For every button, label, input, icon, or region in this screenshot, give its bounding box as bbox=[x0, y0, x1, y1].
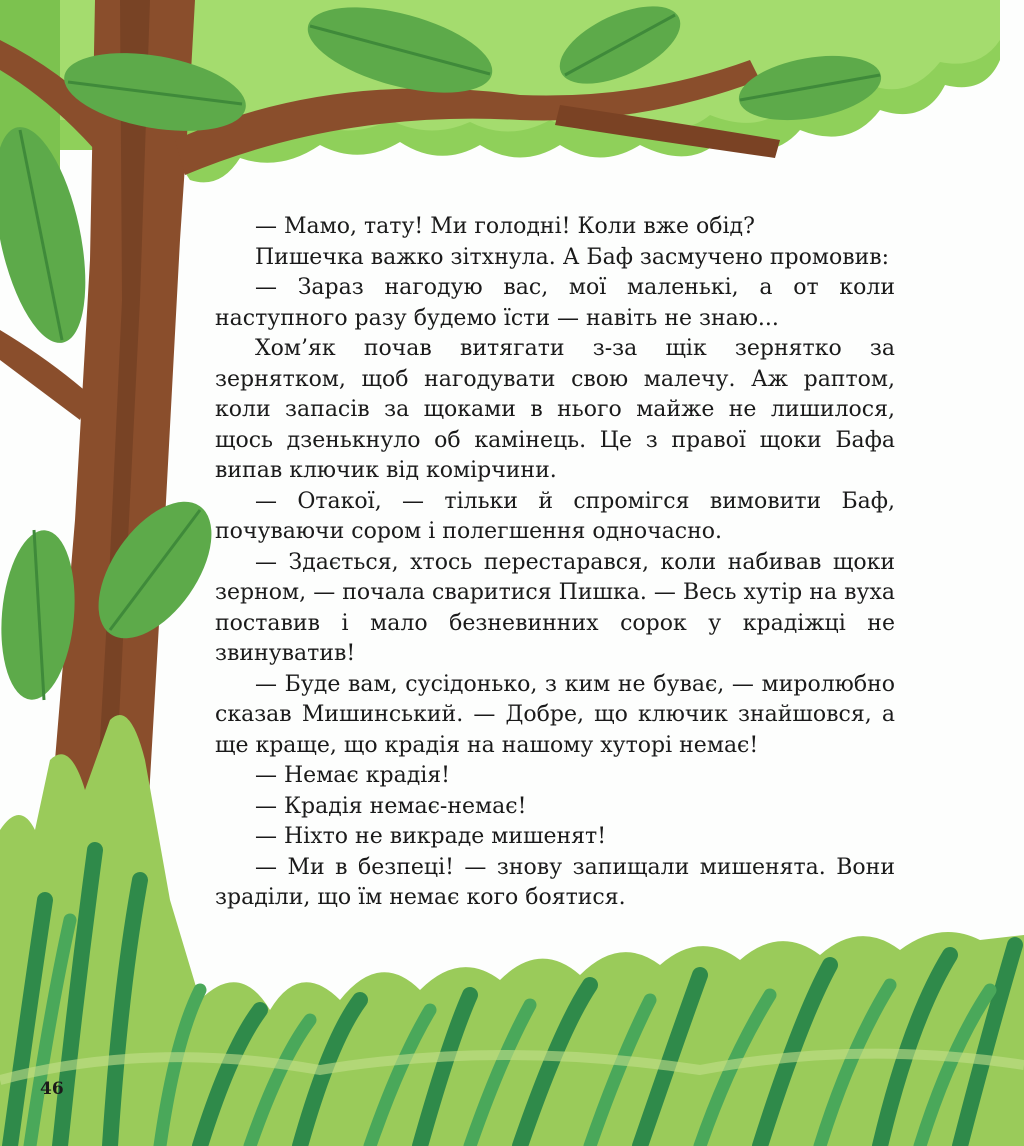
story-paragraph: — Ніхто не викраде мишенят! bbox=[255, 824, 607, 849]
story-paragraph: — Буде вам, сусідонько, з ким не буває, — миролюбно сказав Мишинський. — Добре, що ключик знайшовся, а ще краще, що крадія на нашому хуторі немає! bbox=[215, 671, 895, 758]
page-number: 46 bbox=[40, 1079, 64, 1099]
story-paragraph: — Мамо, тату! Ми голодні! Коли вже обід? bbox=[255, 214, 755, 239]
story-paragraph: — Зараз нагодую вас, мої маленькі, а от коли наступного разу будемо їсти — навіть не знаю... bbox=[215, 275, 895, 331]
story-paragraph: — Ми в безпеці! — знову запищали мишенята. Вони зраділи, що їм немає кого боятися. bbox=[215, 854, 895, 910]
story-paragraph: — Немає крадія! bbox=[255, 763, 450, 788]
story-paragraph: — Здається, хтось перестарався, коли набивав щоки зерном, — почала сваритися Пишка. — Весь хутір на вуха поставив і мало безневинних сорок у крадіжці не звинуватив! bbox=[215, 549, 895, 666]
story-paragraph: Пишечка важко зітхнула. А Баф засмучено промовив: bbox=[255, 244, 890, 270]
story-text bbox=[215, 212, 895, 914]
story-paragraph: — Крадія немає-немає! bbox=[255, 793, 527, 819]
story-paragraph: — Отакої, — тільки й спромігся вимовити Баф, почуваючи сором і полегшення одночасно. bbox=[215, 488, 895, 544]
story-paragraph: Хом’як почав витягати з-за щік зернятко за зернятком, щоб нагодувати свою малечу. Аж раптом, коли запасів за щоками в нього майже не лишилося, щось дзенькнуло об камінець. Це з правої щоки Бафа випав ключик від комірчини. bbox=[215, 336, 895, 483]
